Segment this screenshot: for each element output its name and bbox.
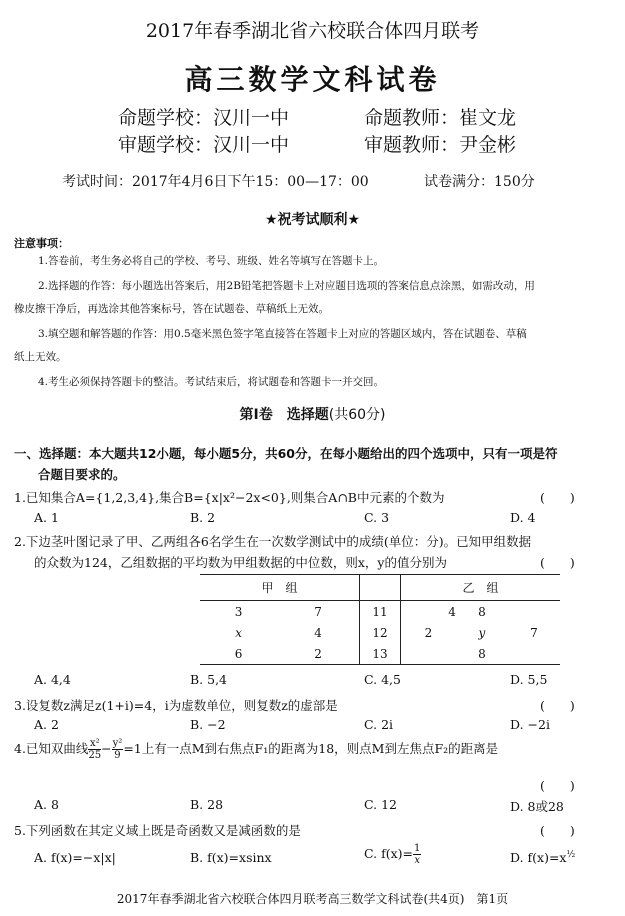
page-footer: 2017年春季湖北省六校联合体四月联考高三数学文科试卷(共4页) 第1页 <box>116 892 509 906</box>
stem-cell: 12 <box>359 622 400 643</box>
stem-header <box>359 575 400 601</box>
exam-series-title: 2017年春季湖北省六校联合体四月联考 <box>145 20 480 42</box>
exponent: ½ <box>566 850 576 860</box>
q5-option-d <box>510 850 575 865</box>
stem-cell: 13 <box>359 643 400 665</box>
q4-option-a: A. 8 <box>34 797 59 812</box>
leaf-cell: 2 <box>314 646 322 661</box>
group-a-header: 甲 组 <box>200 575 359 601</box>
q2-option-c: C. 4,5 <box>364 672 401 687</box>
fraction-denominator: 9 <box>114 750 121 761</box>
answer-paren: ( ) <box>540 778 575 793</box>
note-item: 2.选择题的作答：每小题选出答案后，用2B铅笔把答题卡上对应题目选项的答案信息点涂黑，如需改动，用 <box>38 280 535 292</box>
note-item: 橡皮擦干净后，再选涂其他答案标号，答在试题卷、草稿纸上无效。 <box>14 303 329 315</box>
q2-option-d: D. 5,5 <box>510 672 548 687</box>
q3-option-b: B. −2 <box>190 717 226 732</box>
leaf-cell: 8 <box>478 646 486 661</box>
exam-time: 考试时间：2017年4月6日下午15：00—17：00 <box>62 174 369 190</box>
question-3-stem: 3.设复数z满足z(1+i)=4，i为虚数单位，则复数z的虚部是 <box>14 698 338 713</box>
minus-sign: − <box>101 741 112 756</box>
fraction-denominator: x <box>414 855 420 866</box>
section-score: (共60分) <box>328 407 386 423</box>
answer-paren: ( ) <box>540 555 575 570</box>
fraction <box>88 738 101 761</box>
leaf-cell: 3 <box>234 604 243 619</box>
q5-option-d-prefix: D. f(x)=x <box>510 850 567 866</box>
question-2-stem-cont: 的众数为124，乙组数据的平均数为甲组数据的中位数，则x，y的值分别为 <box>34 555 447 570</box>
leaf-cell: 4 <box>314 625 322 640</box>
proposer-teacher: 命题教师：崔文龙 <box>364 107 517 129</box>
reviewer-teacher: 审题教师：尹金彬 <box>364 134 517 156</box>
q4-stem-prefix: 4.已知双曲线 <box>14 741 89 756</box>
q4-stem-suffix: =1上有一点M到右焦点F₁的距离为18，则点M到左焦点F₂的距离是 <box>123 741 499 756</box>
notes-heading: 注意事项： <box>14 237 69 250</box>
q4-option-d: D. 8或28 <box>510 799 564 814</box>
proposer-school: 命题学校：汉川一中 <box>118 107 290 129</box>
q5-option-a: A. f(x)=−x|x| <box>34 850 116 865</box>
leaf-cell <box>508 601 560 623</box>
stem-leaf-table <box>200 574 560 665</box>
paper-title: 高三数学文科试卷 <box>184 63 441 96</box>
note-item: 3.填空题和解答题的作答：用0.5毫米黑色签字笔直接答在答题卡上对应的答题区域内，答在试题卷、草稿 <box>38 328 527 340</box>
reviewer-school: 审题学校：汉川一中 <box>118 134 290 156</box>
leaf-cell: 2 <box>424 625 433 640</box>
leaf-cell: 7 <box>530 625 538 640</box>
section-name: 第Ⅰ卷 选择题 <box>239 407 329 423</box>
leaf-cell: x <box>235 625 242 640</box>
leaf-cell: 7 <box>314 604 322 619</box>
fraction-numerator: x² <box>89 738 100 749</box>
part-heading: 一、选择题：本大题共12小题，每小题5分，共60分，在每小题给出的四个选项中，只有一项是符 <box>14 446 558 461</box>
q2-option-b: B. 5,4 <box>190 672 228 687</box>
question-5-stem: 5.下列函数在其定义域上既是奇函数又是减函数的是 <box>14 823 301 838</box>
question-2-stem: 2.下边茎叶图记录了甲、乙两组各6名学生在一次数学测试中的成绩(单位：分)。已知甲组数据 <box>14 534 532 549</box>
q5-option-c-prefix: C. f(x)= <box>364 846 413 861</box>
note-item: 1.答卷前，考生务必将自己的学校、考号、班级、姓名等填写在答题卡上。 <box>38 255 385 267</box>
fraction <box>112 738 124 761</box>
leaf-cell <box>508 643 560 665</box>
q3-option-d: D. −2i <box>510 717 550 732</box>
table-row <box>200 643 560 665</box>
q4-option-c: C. 12 <box>364 797 397 812</box>
answer-paren: ( ) <box>540 823 575 838</box>
leaf-cell: y <box>478 625 486 640</box>
leaf-cell: 8 <box>478 604 486 619</box>
q5-option-b: B. f(x)=xsinx <box>190 850 272 865</box>
fraction <box>413 843 421 866</box>
q1-option-d: D. 4 <box>510 510 536 525</box>
answer-paren: ( ) <box>540 490 575 505</box>
q1-option-b: B. 2 <box>190 510 216 525</box>
part-heading-cont: 合题目要求的。 <box>38 467 126 482</box>
stem-cell: 11 <box>359 601 400 623</box>
fraction-numerator: 1 <box>413 843 421 854</box>
q2-option-a: A. 4,4 <box>34 672 71 687</box>
leaf-cell <box>400 643 455 665</box>
leaf-cell: 4 <box>448 604 456 619</box>
section-title <box>0 404 625 424</box>
leaf-cell: 6 <box>234 646 243 661</box>
good-luck-banner: ★祝考试顺利★ <box>264 212 361 228</box>
full-score: 试卷满分：150分 <box>424 174 535 190</box>
q1-option-c: C. 3 <box>364 510 390 525</box>
q4-option-b: B. 28 <box>190 797 224 812</box>
table-row <box>200 601 560 623</box>
q3-option-a: A. 2 <box>34 717 59 732</box>
q1-option-a: A. 1 <box>34 510 59 525</box>
note-item: 4.考生必须保持答题卡的整洁。考试结束后，将试题卷和答题卡一并交回。 <box>38 376 385 388</box>
q3-option-c: C. 2i <box>364 717 394 732</box>
question-1-stem: 1.已知集合A={1,2,3,4},集合B={x|x²−2x<0},则集合A∩B中元素的个数为 <box>14 490 445 505</box>
fraction-numerator: y² <box>112 738 123 749</box>
group-b-header: 乙 组 <box>400 575 560 601</box>
question-4-stem <box>14 738 498 761</box>
q5-option-c <box>364 843 421 866</box>
fraction-denominator: 25 <box>88 750 102 761</box>
table-row <box>200 622 560 643</box>
answer-paren: ( ) <box>540 698 575 713</box>
note-item: 纸上无效。 <box>14 351 67 363</box>
